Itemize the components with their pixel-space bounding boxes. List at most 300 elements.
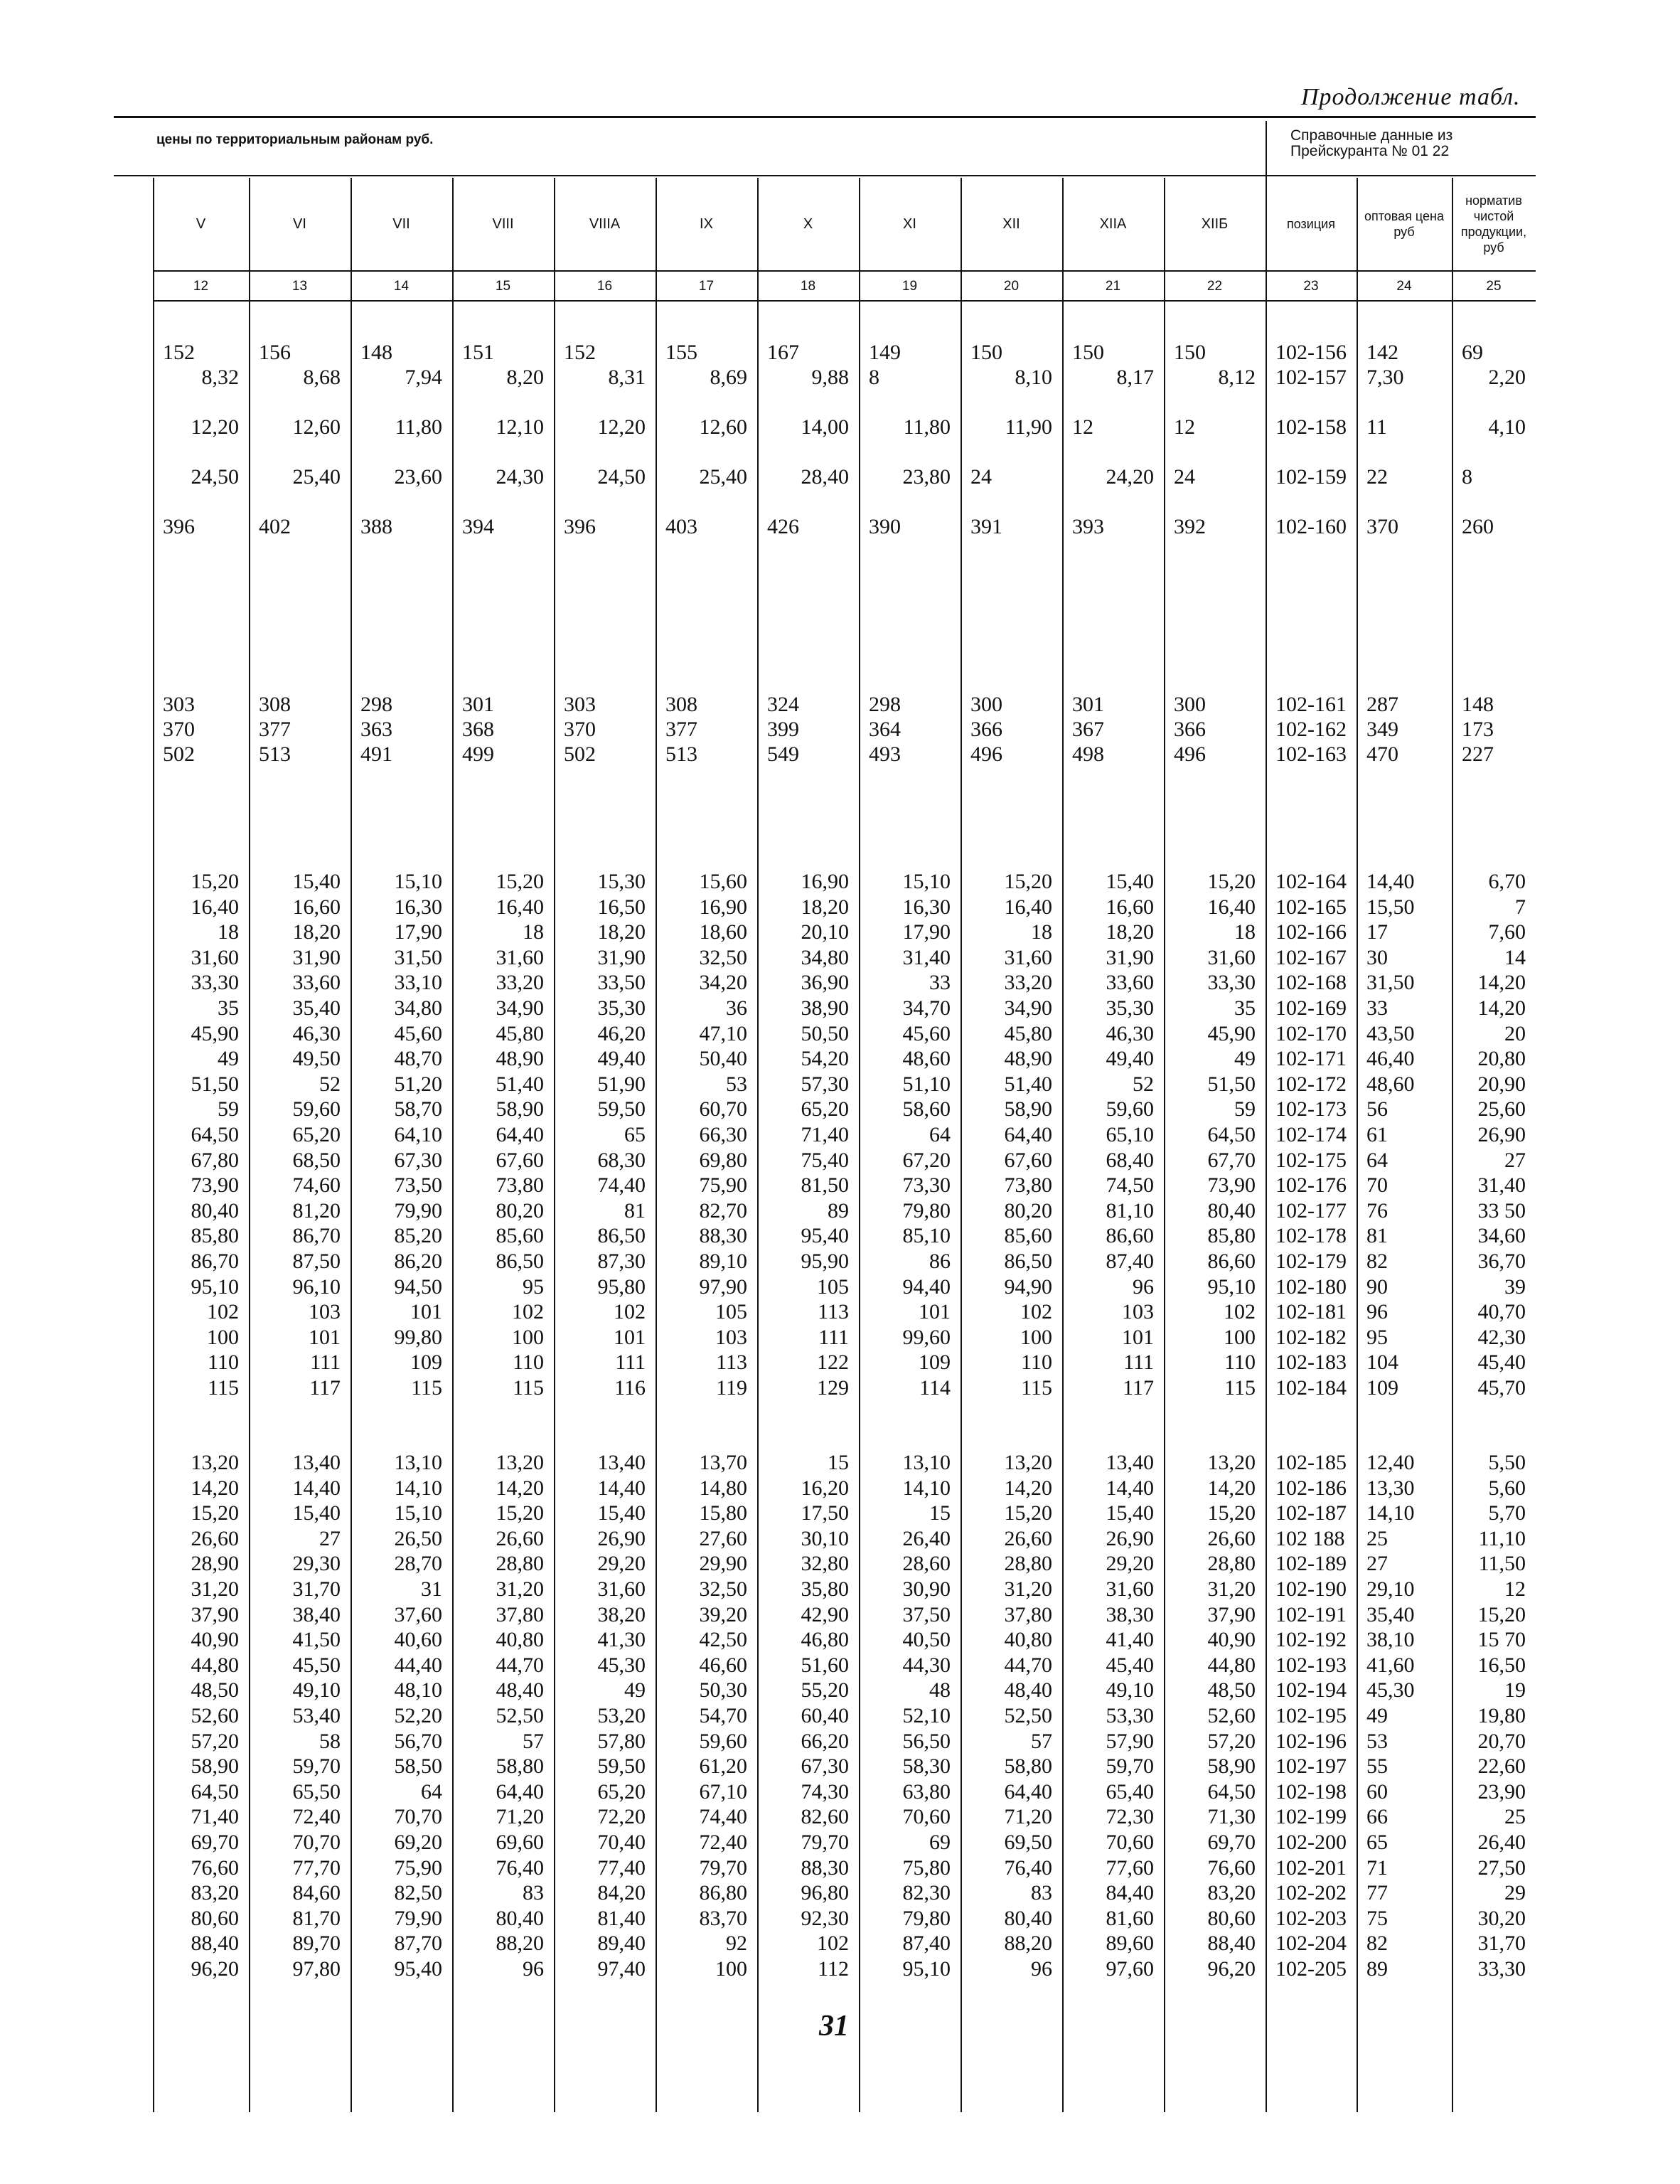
table-cell: 52 xyxy=(319,1072,341,1096)
table-cell: 114 xyxy=(919,1376,951,1400)
table-cell: 54,20 xyxy=(801,1047,849,1071)
table-cell: 16,60 xyxy=(292,895,341,919)
table-cell: 16,60 xyxy=(1106,895,1154,919)
table-cell: 65,40 xyxy=(1106,1779,1154,1804)
table-cell: 31,70 xyxy=(1477,1932,1526,1956)
table-cell: 102-192 xyxy=(1275,1628,1347,1652)
table-cell: 403 xyxy=(665,515,697,538)
table-cell: 64,10 xyxy=(394,1123,442,1146)
table-cell: 7,30 xyxy=(1366,366,1404,389)
table-cell: 24,30 xyxy=(496,465,544,489)
table-cell: 83 xyxy=(1031,1881,1052,1905)
table-cell: 63,80 xyxy=(902,1779,951,1804)
table-cell: 28,40 xyxy=(801,465,849,489)
table-cell: 102-198 xyxy=(1275,1779,1347,1804)
column-header: норматив чистой продукции, руб xyxy=(1460,193,1527,255)
table-cell: 103 xyxy=(309,1300,341,1324)
table-cell: 86,50 xyxy=(496,1250,544,1273)
table-cell: 73,80 xyxy=(1004,1173,1052,1198)
table-cell: 95,40 xyxy=(801,1224,849,1248)
table-cell: 89,10 xyxy=(699,1250,747,1273)
table-cell: 40,70 xyxy=(1477,1300,1526,1324)
table-cell: 426 xyxy=(767,515,799,538)
table-cell: 34,70 xyxy=(902,996,951,1020)
table-cell: 38,20 xyxy=(597,1602,646,1626)
table-cell: 8,69 xyxy=(710,366,747,389)
table-cell: 59,70 xyxy=(292,1754,341,1779)
table-cell: 102-165 xyxy=(1275,895,1347,919)
table-cell: 75,90 xyxy=(394,1855,442,1880)
table-cell: 88,20 xyxy=(496,1932,544,1956)
table-cell: 23,80 xyxy=(902,465,951,489)
table-cell: 149 xyxy=(869,341,901,364)
table-cell: 17,90 xyxy=(394,920,442,944)
table-cell: 12,20 xyxy=(191,415,239,439)
table-cell: 113 xyxy=(716,1351,747,1375)
table-cell: 102-186 xyxy=(1275,1476,1347,1500)
table-cell: 15,20 xyxy=(1004,870,1052,893)
table-cell: 27 xyxy=(1504,1148,1526,1172)
table-cell: 31,20 xyxy=(1207,1577,1256,1601)
table-cell: 76,40 xyxy=(496,1855,544,1880)
table-cell: 80,20 xyxy=(1004,1198,1052,1222)
table-cell: 8 xyxy=(1462,465,1472,489)
table-cell: 48,40 xyxy=(1004,1678,1052,1703)
table-cell: 58,70 xyxy=(394,1097,442,1122)
table-cell: 402 xyxy=(259,515,291,538)
table-cell: 102-164 xyxy=(1275,870,1347,893)
table-cell: 66,30 xyxy=(699,1123,747,1146)
table-cell: 122 xyxy=(817,1351,849,1375)
table-cell: 19,80 xyxy=(1477,1704,1526,1727)
table-cell: 13,20 xyxy=(1004,1451,1052,1474)
table-cell: 491 xyxy=(360,742,392,766)
table-cell: 109 xyxy=(410,1351,442,1375)
table-cell: 13,70 xyxy=(699,1451,747,1474)
column-divider xyxy=(859,178,860,2112)
table-cell: 68,50 xyxy=(292,1148,341,1172)
table-cell: 51,60 xyxy=(801,1653,849,1677)
table-cell: 89 xyxy=(828,1198,849,1222)
table-cell: 96 xyxy=(1366,1300,1388,1324)
table-cell: 115 xyxy=(208,1376,239,1400)
table-cell: 76,60 xyxy=(1207,1855,1256,1880)
table-cell: 102 xyxy=(614,1300,646,1324)
table-cell: 40,90 xyxy=(191,1628,239,1652)
table-cell: 8,68 xyxy=(303,366,341,389)
table-cell: 101 xyxy=(614,1325,646,1349)
table-cell: 84,20 xyxy=(597,1881,646,1905)
table-cell: 308 xyxy=(665,693,697,716)
table-cell: 513 xyxy=(665,742,697,766)
table-cell: 18,20 xyxy=(1106,920,1154,944)
table-cell: 31,70 xyxy=(292,1577,341,1601)
table-cell: 45,40 xyxy=(1477,1351,1526,1375)
table-cell: 37,80 xyxy=(1004,1602,1052,1626)
table-cell: 102-166 xyxy=(1275,920,1347,944)
table-cell: 46,20 xyxy=(597,1021,646,1045)
table-cell: 82 xyxy=(1366,1932,1388,1956)
table-cell: 324 xyxy=(767,693,799,716)
table-cell: 77,60 xyxy=(1106,1855,1154,1880)
table-cell: 44,70 xyxy=(496,1653,544,1677)
table-cell: 7,60 xyxy=(1488,920,1526,944)
table-cell: 29,20 xyxy=(597,1552,646,1576)
table-cell: 151 xyxy=(462,341,494,364)
table-cell: 59,60 xyxy=(1106,1097,1154,1122)
column-header: VIIIA xyxy=(589,216,621,232)
table-cell: 7,94 xyxy=(405,366,442,389)
table-cell: 102-190 xyxy=(1275,1577,1347,1601)
table-cell: 49 xyxy=(218,1047,239,1071)
table-cell: 31,60 xyxy=(1207,945,1256,969)
table-cell: 58,80 xyxy=(496,1754,544,1779)
table-cell: 31,40 xyxy=(1477,1173,1526,1198)
table-cell: 22,60 xyxy=(1477,1754,1526,1779)
table-cell: 85,60 xyxy=(1004,1224,1052,1248)
table-cell: 52,10 xyxy=(902,1704,951,1727)
table-cell: 45,40 xyxy=(1106,1653,1154,1677)
table-cell: 102-182 xyxy=(1275,1325,1347,1349)
table-cell: 45,90 xyxy=(191,1021,239,1045)
table-cell: 68,30 xyxy=(597,1148,646,1172)
table-cell: 308 xyxy=(259,693,291,716)
table-cell: 102-200 xyxy=(1275,1831,1347,1854)
table-cell: 14,00 xyxy=(801,415,849,439)
table-cell: 59,60 xyxy=(699,1729,747,1753)
table-cell: 86,70 xyxy=(292,1224,341,1248)
table-cell: 102-183 xyxy=(1275,1351,1347,1375)
table-cell: 14,20 xyxy=(1004,1476,1052,1500)
table-cell: 102-179 xyxy=(1275,1250,1347,1273)
table-cell: 75,40 xyxy=(801,1148,849,1172)
continuation-title: Продолжение табл. xyxy=(1301,84,1521,110)
table-cell: 69,50 xyxy=(1004,1831,1052,1854)
table-cell: 67,60 xyxy=(1004,1148,1052,1172)
table-cell: 111 xyxy=(615,1351,646,1375)
table-cell: 11,80 xyxy=(395,415,442,439)
table-cell: 58,90 xyxy=(1207,1754,1256,1779)
table-cell: 15,30 xyxy=(597,870,646,893)
table-cell: 393 xyxy=(1072,515,1104,538)
table-cell: 86,80 xyxy=(699,1881,747,1905)
table-cell: 73,50 xyxy=(394,1173,442,1198)
table-cell: 13,30 xyxy=(1366,1476,1415,1500)
table-cell: 102-194 xyxy=(1275,1678,1347,1703)
table-cell: 102-162 xyxy=(1275,718,1347,741)
table-cell: 26,60 xyxy=(191,1526,239,1550)
table-cell: 102-157 xyxy=(1275,366,1347,389)
column-number: 23 xyxy=(1303,279,1319,294)
table-cell: 64,50 xyxy=(1207,1779,1256,1804)
table-cell: 20,90 xyxy=(1477,1072,1526,1096)
table-cell: 41,40 xyxy=(1106,1628,1154,1652)
column-header: VIII xyxy=(492,216,514,232)
table-cell: 9,88 xyxy=(811,366,849,389)
table-cell: 69 xyxy=(929,1831,951,1854)
table-cell: 102-196 xyxy=(1275,1729,1347,1753)
table-cell: 35,30 xyxy=(597,996,646,1020)
table-cell: 377 xyxy=(665,718,697,741)
table-cell: 67,80 xyxy=(191,1148,239,1172)
table-cell: 74,50 xyxy=(1106,1173,1154,1198)
table-cell: 69 xyxy=(1462,341,1483,364)
table-cell: 41,30 xyxy=(597,1628,646,1652)
column-header: V xyxy=(196,216,206,232)
column-header: VII xyxy=(392,216,410,232)
table-cell: 27,60 xyxy=(699,1526,747,1550)
table-cell: 8,17 xyxy=(1116,366,1154,389)
table-cell: 72,40 xyxy=(699,1831,747,1854)
table-cell: 74,40 xyxy=(699,1805,747,1829)
colnum-rule xyxy=(153,300,1536,302)
table-cell: 92,30 xyxy=(801,1906,849,1930)
table-cell: 89,60 xyxy=(1106,1932,1154,1956)
table-cell: 64,40 xyxy=(496,1123,544,1146)
table-cell: 35,30 xyxy=(1106,996,1154,1020)
table-cell: 100 xyxy=(1020,1325,1052,1349)
table-cell: 167 xyxy=(767,341,799,364)
table-cell: 100 xyxy=(1224,1325,1256,1349)
table-cell: 58 xyxy=(319,1729,341,1753)
table-cell: 101 xyxy=(919,1300,951,1324)
table-cell: 14,10 xyxy=(1366,1501,1415,1525)
column-number: 22 xyxy=(1207,279,1223,294)
table-cell: 77,70 xyxy=(292,1855,341,1880)
table-cell: 38,10 xyxy=(1366,1628,1415,1652)
table-cell: 71,40 xyxy=(191,1805,239,1829)
table-cell: 24 xyxy=(1174,465,1195,489)
table-cell: 27 xyxy=(319,1526,341,1550)
table-cell: 75 xyxy=(1366,1906,1388,1930)
table-cell: 44,70 xyxy=(1004,1653,1052,1677)
table-cell: 102-171 xyxy=(1275,1047,1347,1071)
table-cell: 15,40 xyxy=(1106,870,1154,893)
table-cell: 102-187 xyxy=(1275,1501,1347,1525)
table-cell: 69,60 xyxy=(496,1831,544,1854)
table-cell: 301 xyxy=(1072,693,1104,716)
table-cell: 102-180 xyxy=(1275,1274,1347,1299)
table-cell: 15,20 xyxy=(1477,1602,1526,1626)
table-cell: 20,10 xyxy=(801,920,849,944)
table-cell: 69,70 xyxy=(1207,1831,1256,1854)
table-cell: 26,60 xyxy=(496,1526,544,1550)
table-cell: 28,80 xyxy=(1207,1552,1256,1576)
table-cell: 12,10 xyxy=(496,415,544,439)
table-cell: 19 xyxy=(1504,1678,1526,1703)
table-cell: 102-201 xyxy=(1275,1855,1347,1880)
table-cell: 67,10 xyxy=(699,1779,747,1804)
table-cell: 73,80 xyxy=(496,1173,544,1198)
table-cell: 102-175 xyxy=(1275,1148,1347,1172)
table-cell: 24,20 xyxy=(1106,465,1154,489)
table-cell: 33,30 xyxy=(191,971,239,995)
table-cell: 40,60 xyxy=(394,1628,442,1652)
table-cell: 16,50 xyxy=(597,895,646,919)
table-cell: 8,12 xyxy=(1218,366,1256,389)
table-cell: 102 xyxy=(1020,1300,1052,1324)
table-cell: 53,30 xyxy=(1106,1704,1154,1727)
table-cell: 45,80 xyxy=(1004,1021,1052,1045)
table-cell: 102-193 xyxy=(1275,1653,1347,1677)
table-cell: 15,50 xyxy=(1366,895,1415,919)
table-cell: 58,50 xyxy=(394,1754,442,1779)
table-cell: 25 xyxy=(1504,1805,1526,1829)
table-cell: 12,20 xyxy=(597,415,646,439)
table-cell: 83,20 xyxy=(1207,1881,1256,1905)
column-number: 15 xyxy=(495,279,511,294)
table-cell: 26,60 xyxy=(1004,1526,1052,1550)
table-cell: 33,20 xyxy=(496,971,544,995)
table-cell: 115 xyxy=(1021,1376,1052,1400)
table-cell: 60,40 xyxy=(801,1704,849,1727)
column-header: XIIБ xyxy=(1201,216,1229,232)
table-cell: 67,70 xyxy=(1207,1148,1256,1172)
table-cell: 14,40 xyxy=(292,1476,341,1500)
table-cell: 13,20 xyxy=(191,1451,239,1474)
table-cell: 499 xyxy=(462,742,494,766)
table-cell: 102-191 xyxy=(1275,1602,1347,1626)
table-cell: 44,40 xyxy=(394,1653,442,1677)
table-cell: 67,60 xyxy=(496,1148,544,1172)
table-cell: 100 xyxy=(715,1957,747,1981)
table-cell: 13,40 xyxy=(597,1451,646,1474)
table-cell: 364 xyxy=(869,718,901,741)
table-cell: 18 xyxy=(523,920,544,944)
table-cell: 56 xyxy=(1366,1097,1388,1122)
table-cell: 66,20 xyxy=(801,1729,849,1753)
table-cell: 101 xyxy=(1122,1325,1154,1349)
table-cell: 59,50 xyxy=(597,1754,646,1779)
table-cell: 79,70 xyxy=(801,1831,849,1854)
table-cell: 117 xyxy=(309,1376,341,1400)
table-cell: 64,40 xyxy=(1004,1779,1052,1804)
table-cell: 102-181 xyxy=(1275,1300,1347,1324)
table-cell: 75,90 xyxy=(699,1173,747,1198)
table-cell: 148 xyxy=(360,341,392,364)
table-cell: 52 xyxy=(1133,1072,1154,1096)
table-cell: 45,90 xyxy=(1207,1021,1256,1045)
table-cell: 58,60 xyxy=(902,1097,951,1122)
table-cell: 366 xyxy=(1174,718,1206,741)
table-cell: 26,90 xyxy=(1477,1123,1526,1146)
table-cell: 117 xyxy=(1123,1376,1154,1400)
table-cell: 72,40 xyxy=(292,1805,341,1829)
table-cell: 42,30 xyxy=(1477,1325,1526,1349)
table-cell: 48,60 xyxy=(1366,1072,1415,1096)
table-cell: 85,10 xyxy=(902,1224,951,1248)
table-cell: 102-161 xyxy=(1275,693,1347,716)
column-divider xyxy=(554,178,555,2112)
column-number: 19 xyxy=(901,279,918,294)
table-cell: 156 xyxy=(259,341,291,364)
table-cell: 15 xyxy=(929,1501,951,1525)
table-cell: 82,30 xyxy=(902,1881,951,1905)
table-cell: 86,50 xyxy=(597,1224,646,1248)
table-cell: 51,90 xyxy=(597,1072,646,1096)
table-cell: 150 xyxy=(970,341,1002,364)
table-cell: 368 xyxy=(462,718,494,741)
table-cell: 102-169 xyxy=(1275,996,1347,1020)
table-cell: 39,20 xyxy=(699,1602,747,1626)
table-cell: 61 xyxy=(1366,1123,1388,1146)
table-cell: 26,40 xyxy=(1477,1831,1526,1854)
table-cell: 155 xyxy=(665,341,697,364)
table-cell: 13,10 xyxy=(394,1451,442,1474)
table-cell: 37,80 xyxy=(496,1602,544,1626)
table-cell: 16,30 xyxy=(902,895,951,919)
table-cell: 59,60 xyxy=(292,1097,341,1122)
table-cell: 102-204 xyxy=(1275,1932,1347,1956)
table-cell: 13,40 xyxy=(1106,1451,1154,1474)
table-cell: 69,80 xyxy=(699,1148,747,1172)
table-cell: 102-156 xyxy=(1275,341,1347,364)
table-cell: 28,60 xyxy=(902,1552,951,1576)
column-header: XI xyxy=(903,216,916,232)
column-divider xyxy=(1357,178,1358,2112)
table-cell: 300 xyxy=(970,693,1002,716)
table-cell: 31,60 xyxy=(191,945,239,969)
table-cell: 85,20 xyxy=(394,1224,442,1248)
table-cell: 45,80 xyxy=(496,1021,544,1045)
table-cell: 26,90 xyxy=(1106,1526,1154,1550)
table-cell: 15 xyxy=(828,1451,849,1474)
table-cell: 101 xyxy=(410,1300,442,1324)
table-cell: 38,30 xyxy=(1106,1602,1154,1626)
table-cell: 16,40 xyxy=(1207,895,1256,919)
table-cell: 50,50 xyxy=(801,1021,849,1045)
table-cell: 102-158 xyxy=(1275,415,1347,439)
table-cell: 29 xyxy=(1504,1881,1526,1905)
table-cell: 26,50 xyxy=(394,1526,442,1550)
table-cell: 25,40 xyxy=(699,465,747,489)
table-cell: 13,20 xyxy=(496,1451,544,1474)
table-cell: 86,60 xyxy=(1207,1250,1256,1273)
table-cell: 79,70 xyxy=(699,1855,747,1880)
top-rule xyxy=(114,116,1536,118)
column-divider xyxy=(452,178,454,2112)
table-cell: 50,40 xyxy=(699,1047,747,1071)
table-cell: 64,40 xyxy=(1004,1123,1052,1146)
table-cell: 33,30 xyxy=(1477,1957,1526,1981)
table-cell: 89,70 xyxy=(292,1932,341,1956)
table-cell: 49,10 xyxy=(292,1678,341,1703)
table-cell: 15,20 xyxy=(1207,870,1256,893)
table-cell: 15,40 xyxy=(597,1501,646,1525)
table-cell: 48,50 xyxy=(1207,1678,1256,1703)
column-number: 17 xyxy=(698,279,715,294)
table-cell: 87,40 xyxy=(902,1932,951,1956)
table-cell: 15,10 xyxy=(394,870,442,893)
table-cell: 15,20 xyxy=(1207,1501,1256,1525)
table-cell: 493 xyxy=(869,742,901,766)
table-cell: 12,60 xyxy=(699,415,747,439)
table-cell: 79,80 xyxy=(902,1198,951,1222)
table-cell: 11,10 xyxy=(1478,1526,1526,1550)
column-header: IX xyxy=(700,216,713,232)
table-cell: 396 xyxy=(163,515,195,538)
table-cell: 102-205 xyxy=(1275,1957,1347,1981)
table-cell: 84,40 xyxy=(1106,1881,1154,1905)
table-cell: 74,40 xyxy=(597,1173,646,1198)
table-cell: 17 xyxy=(1366,920,1388,944)
table-cell: 298 xyxy=(360,693,392,716)
table-cell: 370 xyxy=(1366,515,1398,538)
table-cell: 60 xyxy=(1366,1779,1388,1804)
table-cell: 51,10 xyxy=(902,1072,951,1096)
table-cell: 105 xyxy=(715,1300,747,1324)
page-number: 31 xyxy=(819,2010,849,2042)
